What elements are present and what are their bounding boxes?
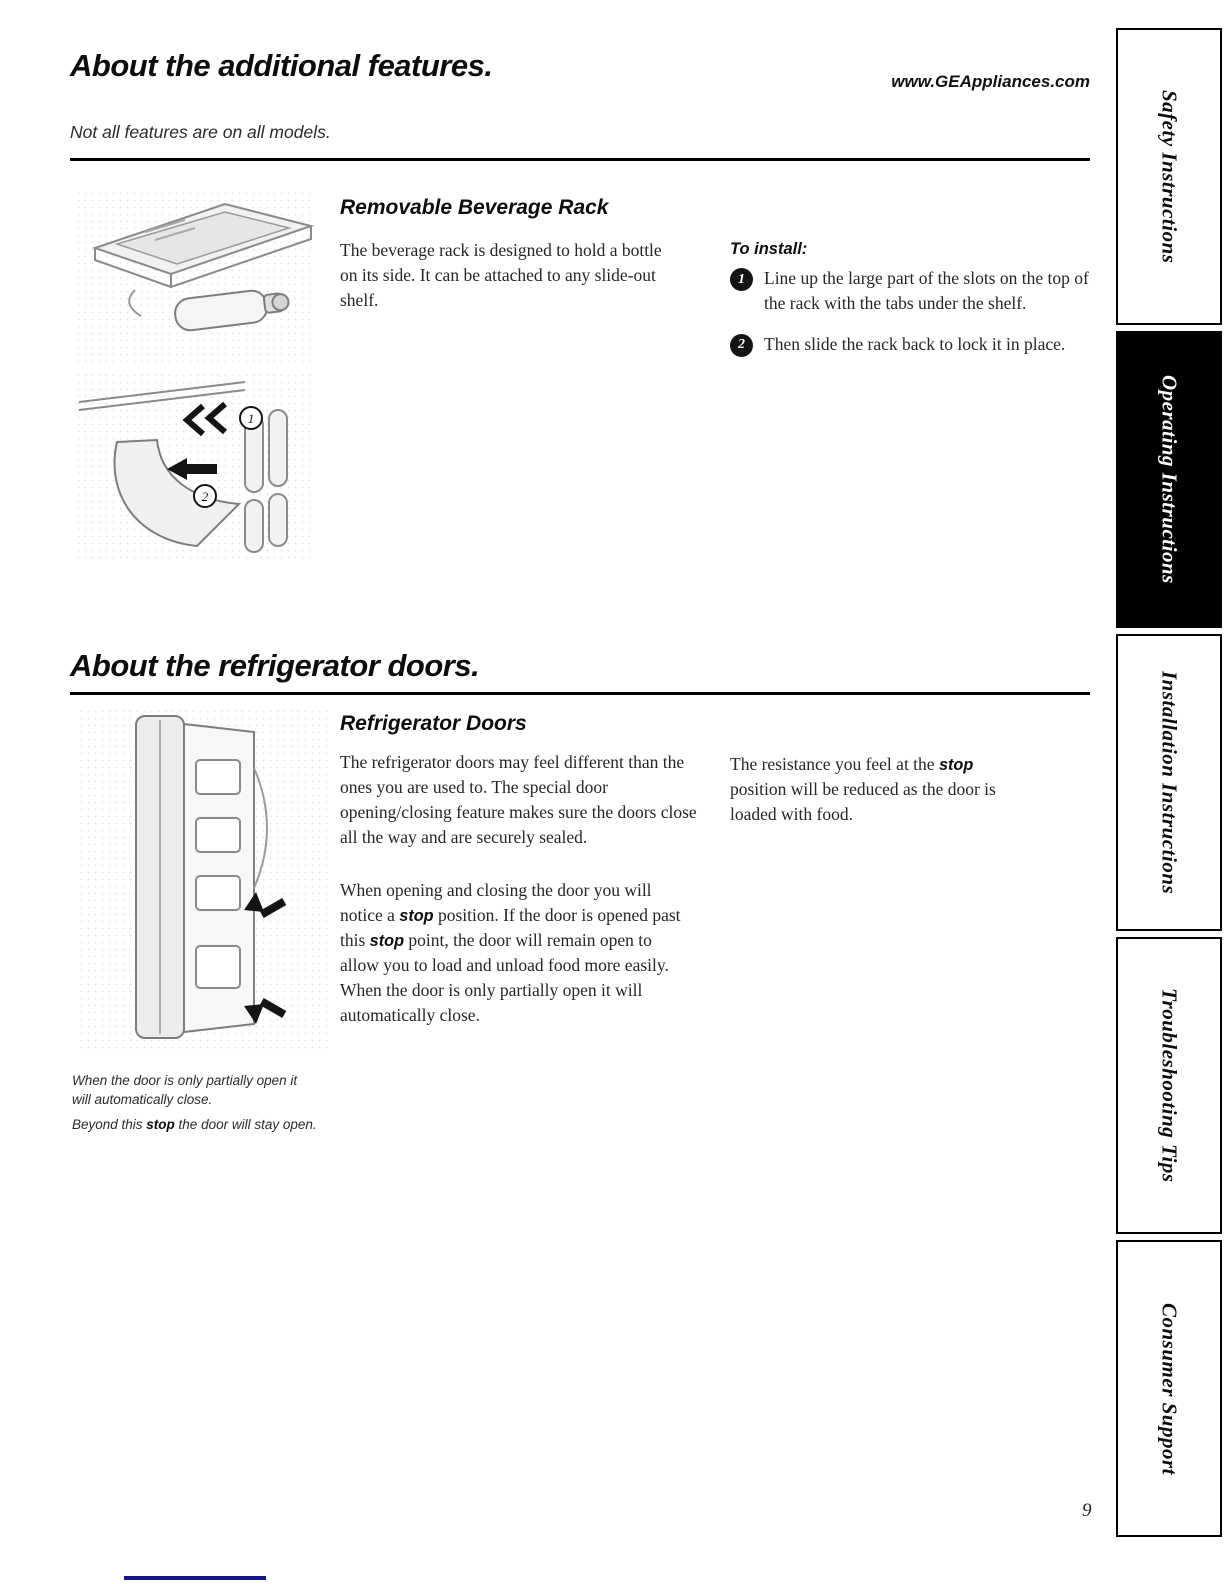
page-number: 9 (1082, 1500, 1092, 1521)
beverage-rack-shelf-illustration (75, 190, 315, 362)
doors-para2-seg-c: point, the door will remain open to allow you to load and unload food more easily. When the door is only partially open it will automatically close. (340, 929, 669, 1025)
refrigerator-door-icon (78, 708, 328, 1053)
doors-right-seg-b: position will be reduced as the door is loaded with food. (730, 779, 996, 824)
sidebar-tab-operating-instructions (1116, 331, 1222, 628)
step-2-badge: 2 (730, 334, 753, 357)
beverage-rack-shelf-icon (75, 190, 315, 362)
beverage-rack-body: The beverage rack is designed to hold a bottle on its side. It can be attached to any slide-out shelf. (340, 240, 662, 310)
page-subtitle: Not all features are on all models. (70, 122, 331, 142)
doors-paragraph-right (730, 752, 1030, 827)
sidebar-tab-label: Operating Instructions (1157, 375, 1182, 584)
caption2-seg-b: the door will stay open. (174, 1117, 317, 1132)
door-caption-2 (72, 1116, 317, 1135)
install-step-1-marker: 1 (247, 411, 255, 426)
doors-right-seg-a: The resistance you feel at the (730, 754, 939, 774)
refrigerator-doors-heading: Refrigerator Doors (340, 712, 527, 735)
step-1-badge: 1 (730, 268, 753, 291)
sidebar-tab-consumer-support (1116, 1240, 1222, 1537)
step-1-text: Line up the large part of the slots on the top of the rack with the tabs under the shelf. (764, 268, 1089, 313)
sidebar-tab-label: Troubleshooting Tips (1157, 988, 1182, 1183)
sidebar-tab-installation-instructions (1116, 634, 1222, 931)
beverage-rack-install-illustration (75, 372, 315, 562)
to-install-heading: To install: (730, 240, 808, 258)
caption2-stop: stop (146, 1117, 175, 1132)
sidebar-tab-label: Installation Instructions (1157, 670, 1182, 895)
doors-paragraph-1: The refrigerator doors may feel different than the ones you are used to. The special door opening/closing feature makes sure the doors close all the way and are securely sealed. (340, 752, 697, 847)
doors-para2-stop-2: stop (369, 931, 405, 950)
doors-rule (70, 692, 1090, 695)
sidebar-tab-troubleshooting-tips (1116, 937, 1222, 1234)
doors-para2-seg-a: When opening and closing the door you will notice a (340, 880, 652, 925)
doors-para2-seg-b: position. If the door is opened past this (340, 904, 681, 950)
install-step-2-marker: 2 (201, 489, 209, 504)
doors-paragraph-2 (340, 878, 688, 1028)
sidebar-tab-label: Safety Instructions (1157, 89, 1182, 264)
beverage-rack-install-icon (75, 372, 315, 562)
doors-para2-stop-1: stop (399, 906, 434, 925)
beverage-rack-heading: Removable Beverage Rack (340, 196, 609, 219)
scan-artifact-line (124, 1576, 266, 1580)
page-title: About the additional features. (70, 48, 493, 83)
step-2-text: Then slide the rack back to lock it in place. (764, 333, 1066, 354)
caption2-seg-a: Beyond this (72, 1117, 147, 1132)
install-step-1 (730, 266, 1095, 316)
header-rule (70, 158, 1090, 161)
doors-section-title: About the refrigerator doors. (70, 648, 480, 683)
sidebar-tab-safety-instructions (1116, 28, 1222, 325)
doors-right-stop: stop (938, 756, 974, 774)
install-steps (730, 266, 1095, 373)
door-caption-1: When the door is only partially open it will automatically close. (72, 1073, 298, 1107)
install-step-2 (730, 332, 1095, 357)
sidebar-tab-label: Consumer Support (1157, 1302, 1182, 1475)
refrigerator-door-illustration (78, 708, 328, 1053)
website-url: www.GEAppliances.com (891, 72, 1090, 91)
